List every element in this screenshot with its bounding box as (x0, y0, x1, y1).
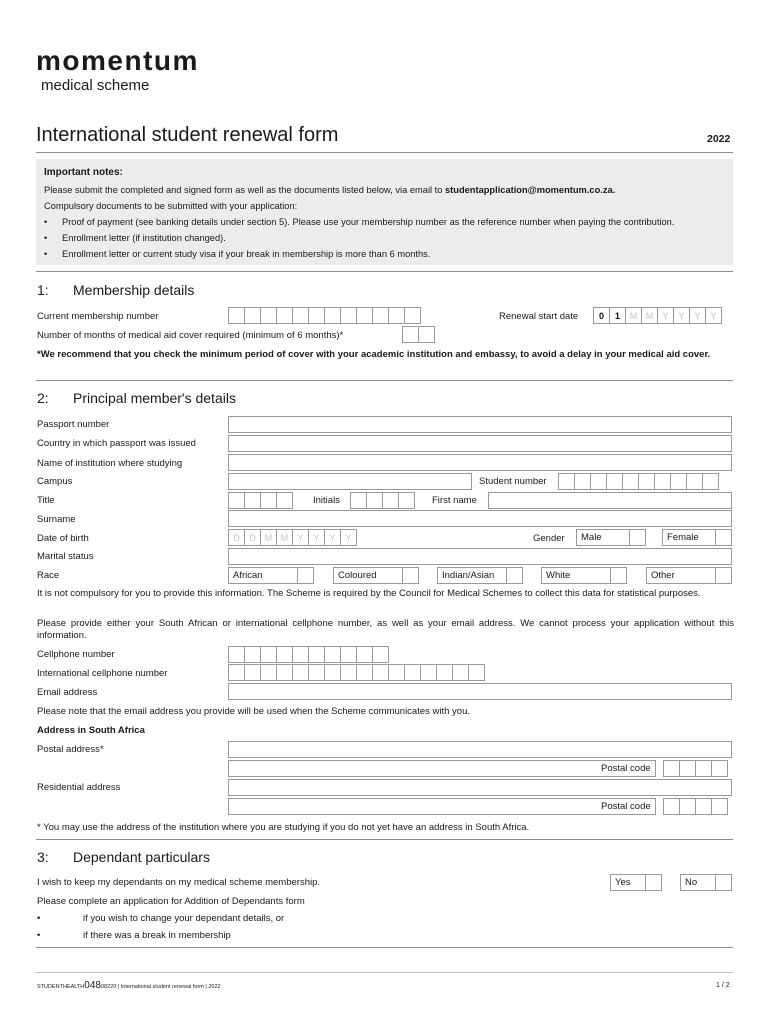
digit-cell[interactable] (372, 664, 389, 681)
residential-address-label: Residential address (37, 782, 121, 793)
digit-cell[interactable] (622, 473, 639, 490)
digit-cell[interactable] (590, 473, 607, 490)
section-2-num: 2: (37, 390, 49, 406)
race-coloured-checkbox[interactable] (402, 567, 419, 584)
digit-cell[interactable] (638, 473, 655, 490)
divider (36, 152, 733, 153)
renewal-date-cell[interactable]: 1 (609, 307, 626, 324)
residential-address-line-2[interactable] (228, 798, 656, 815)
dob-cell[interactable]: Y (292, 529, 309, 546)
race-white-option[interactable] (541, 567, 627, 584)
renewal-date-cell[interactable]: Y (657, 307, 674, 324)
section-1-title-text: Membership details (73, 282, 195, 298)
digit-cell[interactable] (308, 664, 325, 681)
notes-bullet-2-text: Enrollment letter (if institution changed). (62, 233, 226, 243)
digit-cell[interactable] (340, 664, 357, 681)
surname-input[interactable] (228, 510, 732, 527)
dob-cell[interactable]: Y (340, 529, 357, 546)
complete-application-label: Please complete an application for Addition of Dependants form (37, 896, 305, 907)
digit-cell[interactable] (228, 664, 245, 681)
digit-cell[interactable] (308, 646, 325, 663)
race-indian-label: Indian/Asian (442, 570, 495, 581)
dob-cell[interactable]: M (276, 529, 293, 546)
recommend-note: *We recommend that you check the minimum period of cover with your academic institution and embassy, to avoid a delay in your medical aid cover. (37, 349, 711, 360)
digit-cell[interactable] (606, 473, 623, 490)
digit-cell[interactable] (356, 664, 373, 681)
digit-cell[interactable] (292, 307, 309, 324)
cellphone-label: Cellphone number (37, 649, 115, 660)
initials-label: Initials (313, 495, 340, 506)
months-cover-label: Number of months of medical aid cover required (minimum of 6 months)* (37, 330, 344, 341)
surname-label: Surname (37, 514, 76, 525)
initials-field[interactable] (350, 492, 415, 509)
race-african-checkbox[interactable] (297, 567, 314, 584)
student-number-field[interactable] (558, 473, 719, 490)
notes-bullet-3: • Enrollment letter or current study visa if your break in membership is more than 6 months. (44, 249, 431, 259)
race-coloured-label: Coloured (338, 570, 377, 581)
important-notes-panel (36, 159, 733, 265)
gender-label: Gender (533, 533, 565, 544)
digit-cell[interactable] (679, 798, 696, 815)
digit-cell[interactable] (679, 760, 696, 777)
renewal-date-cell[interactable]: Y (705, 307, 722, 324)
postal-code-label: Postal code (601, 763, 651, 774)
digit-cell[interactable] (292, 646, 309, 663)
digit-cell[interactable] (711, 798, 728, 815)
renewal-date-cell[interactable]: Y (689, 307, 706, 324)
page-title: International student renewal form (36, 124, 339, 146)
country-label: Country in which passport was issued (37, 438, 196, 449)
gender-female-label: Female (667, 532, 699, 543)
digit-cell[interactable] (711, 760, 728, 777)
section-3-bullet-2-text: if there was a break in membership (83, 930, 231, 941)
divider (36, 947, 733, 948)
divider (36, 839, 733, 840)
digit-cell[interactable] (388, 307, 405, 324)
residential-postal-code-field[interactable] (663, 798, 728, 815)
email-note: Please note that the email address you provide will be used when the Scheme communicates with you. (37, 706, 471, 717)
dob-field[interactable] (228, 529, 357, 546)
digit-cell[interactable] (324, 664, 341, 681)
renewal-date-cell[interactable]: M (625, 307, 642, 324)
renewal-date-field[interactable] (593, 307, 722, 324)
digit-cell[interactable] (404, 664, 421, 681)
dob-cell[interactable]: M (260, 529, 277, 546)
digit-cell[interactable] (695, 798, 712, 815)
section-3-num: 3: (37, 849, 49, 865)
cellphone-field[interactable] (228, 646, 389, 663)
digit-cell[interactable] (276, 646, 293, 663)
logo-subtitle: medical scheme (41, 77, 150, 94)
race-note: It is not compulsory for you to provide this information. The Scheme is required by the Council for Medical Schemes to collect this data for statistical purposes. (37, 588, 701, 599)
title-label: Title (37, 495, 55, 506)
digit-cell[interactable] (398, 492, 415, 509)
digit-cell[interactable] (670, 473, 687, 490)
digit-cell[interactable] (695, 760, 712, 777)
logo (36, 46, 199, 94)
postal-code-field[interactable] (663, 760, 728, 777)
student-number-label: Student number (479, 476, 547, 487)
notes-bullet-2: • Enrollment letter (if institution changed). (44, 233, 226, 243)
institution-label: Name of institution where studying (37, 458, 183, 469)
digit-cell[interactable] (654, 473, 671, 490)
race-other-label: Other (651, 570, 675, 581)
digit-cell[interactable] (366, 492, 383, 509)
notes-line-1-text: Please submit the completed and signed form as well as the documents listed below, via email to (44, 185, 446, 195)
keep-no-label: No (685, 877, 698, 888)
digit-cell[interactable] (244, 307, 261, 324)
section-2-title-text: Principal member's details (73, 390, 236, 406)
logo-word: momentum (36, 45, 199, 76)
digit-cell[interactable] (372, 307, 389, 324)
gender-female-checkbox[interactable] (715, 529, 732, 546)
marital-input[interactable] (228, 548, 732, 565)
notes-line-1 (44, 185, 615, 195)
first-name-input[interactable] (488, 492, 732, 509)
race-label: Race (37, 570, 60, 581)
gender-female-option[interactable] (662, 529, 732, 546)
race-coloured-option[interactable] (333, 567, 419, 584)
postal-address-line-1[interactable] (228, 741, 732, 758)
digit-cell[interactable] (244, 646, 261, 663)
digit-cell[interactable] (420, 664, 437, 681)
keep-yes-option[interactable] (610, 874, 662, 891)
passport-label: Passport number (37, 419, 110, 430)
race-white-label: White (546, 570, 571, 581)
gender-male-checkbox[interactable] (629, 529, 646, 546)
race-african-option[interactable] (228, 567, 314, 584)
digit-cell[interactable] (260, 492, 277, 509)
email-input[interactable] (228, 683, 732, 700)
race-other-checkbox[interactable] (715, 567, 732, 584)
footer-divider (36, 972, 733, 973)
passport-input[interactable] (228, 416, 732, 433)
digit-cell[interactable] (260, 307, 277, 324)
notes-bullet-1-text: Proof of payment (see banking details under section 5). Please use your membership number as the reference number when paying the contribution. (62, 217, 675, 227)
footer-code (37, 980, 221, 991)
keep-dependants-label: I wish to keep my dependants on my medical scheme membership. (37, 877, 321, 888)
intl-cellphone-field[interactable] (228, 664, 485, 681)
phone-note: Please provide either your South African or international cellphone number, as well as your email address. We cannot process your application without this information. (37, 618, 734, 641)
digit-cell[interactable] (558, 473, 575, 490)
title-field[interactable] (228, 492, 293, 509)
digit-cell[interactable] (663, 798, 680, 815)
marital-label: Marital status (37, 551, 94, 562)
digit-cell[interactable] (402, 326, 419, 343)
section-3-bullet-2: • if there was a break in membership (37, 930, 231, 941)
renewal-date-cell[interactable]: Y (673, 307, 690, 324)
country-input[interactable] (228, 435, 732, 452)
notes-bullet-1: • Proof of payment (see banking details under section 5). Please use your membership number as the reference number when paying the contribution. (44, 217, 675, 227)
renewal-date-label: Renewal start date (499, 311, 579, 322)
dob-cell[interactable]: Y (308, 529, 325, 546)
footer-code-number: 048 (84, 980, 101, 991)
digit-cell[interactable] (418, 326, 435, 343)
digit-cell[interactable] (452, 664, 469, 681)
digit-cell[interactable] (404, 307, 421, 324)
race-african-label: African (233, 570, 263, 581)
digit-cell[interactable] (468, 664, 485, 681)
notes-email: studentapplication@momentum.co.za. (445, 185, 616, 195)
dob-cell[interactable]: Y (324, 529, 341, 546)
section-3-bullet-1: • if you wish to change your dependant details, or (37, 913, 285, 924)
form-year: 2022 (707, 133, 731, 145)
campus-label: Campus (37, 476, 73, 487)
digit-cell[interactable] (276, 307, 293, 324)
keep-no-checkbox[interactable] (715, 874, 732, 891)
keep-no-option[interactable] (680, 874, 732, 891)
gender-male-label: Male (581, 532, 602, 543)
gender-male-option[interactable] (576, 529, 646, 546)
page-number: 1 / 2 (716, 982, 730, 989)
postal-address-line-2[interactable] (228, 760, 656, 777)
digit-cell[interactable] (244, 492, 261, 509)
race-white-checkbox[interactable] (610, 567, 627, 584)
digit-cell[interactable] (372, 646, 389, 663)
digit-cell[interactable] (228, 307, 245, 324)
keep-yes-label: Yes (615, 877, 631, 888)
residential-address-line-1[interactable] (228, 779, 732, 796)
dob-cell[interactable]: D (228, 529, 245, 546)
divider (36, 380, 733, 381)
digit-cell[interactable] (574, 473, 591, 490)
membership-number-field[interactable] (228, 307, 421, 324)
digit-cell[interactable] (244, 664, 261, 681)
digit-cell[interactable] (340, 646, 357, 663)
race-indian-checkbox[interactable] (506, 567, 523, 584)
notes-heading: Important notes: (44, 167, 123, 178)
notes-line-2: Compulsory documents to be submitted with your application: (44, 201, 298, 211)
digit-cell[interactable] (663, 760, 680, 777)
race-other-option[interactable] (646, 567, 732, 584)
digit-cell[interactable] (260, 664, 277, 681)
race-indian-option[interactable] (437, 567, 523, 584)
digit-cell[interactable] (702, 473, 719, 490)
renewal-date-cell[interactable]: M (641, 307, 658, 324)
section-3-bullet-1-text: if you wish to change your dependant details, or (83, 913, 285, 924)
digit-cell[interactable] (276, 664, 293, 681)
membership-number-label: Current membership number (37, 311, 159, 322)
digit-cell[interactable] (308, 307, 325, 324)
keep-yes-checkbox[interactable] (645, 874, 662, 891)
months-cover-field[interactable] (402, 326, 435, 343)
footer-code-prefix: STUDENTHEALTH (37, 984, 85, 990)
digit-cell[interactable] (382, 492, 399, 509)
digit-cell[interactable] (228, 492, 245, 509)
section-2-title (37, 390, 236, 406)
digit-cell[interactable] (436, 664, 453, 681)
dob-cell[interactable]: D (244, 529, 261, 546)
residential-postal-code-label: Postal code (601, 801, 651, 812)
divider (36, 271, 733, 272)
first-name-label: First name (432, 495, 477, 506)
digit-cell[interactable] (228, 646, 245, 663)
institution-input[interactable] (228, 454, 732, 471)
digit-cell[interactable] (260, 646, 277, 663)
postal-address-label: Postal address* (37, 744, 104, 755)
section-1-num: 1: (37, 282, 49, 298)
digit-cell[interactable] (276, 492, 293, 509)
email-label: Email address (37, 687, 98, 698)
digit-cell[interactable] (324, 646, 341, 663)
address-heading: Address in South Africa (37, 725, 145, 736)
digit-cell[interactable] (324, 307, 341, 324)
section-1-title (37, 282, 194, 298)
section-3-title-text: Dependant particulars (73, 849, 210, 865)
renewal-date-cell[interactable]: 0 (593, 307, 610, 324)
address-note: * You may use the address of the institution where you are studying if you do not yet have an address in South Africa. (37, 822, 530, 833)
digit-cell[interactable] (292, 664, 309, 681)
digit-cell[interactable] (686, 473, 703, 490)
dob-label: Date of birth (37, 533, 89, 544)
section-3-title (37, 849, 210, 865)
digit-cell[interactable] (350, 492, 367, 509)
footer-code-suffix: 08220 | International student renewal form | 2022 (100, 984, 221, 990)
digit-cell[interactable] (356, 646, 373, 663)
digit-cell[interactable] (356, 307, 373, 324)
campus-input[interactable] (228, 473, 472, 490)
notes-bullet-3-text: Enrollment letter or current study visa if your break in membership is more than 6 months. (62, 249, 431, 259)
intl-cellphone-label: International cellphone number (37, 668, 168, 679)
digit-cell[interactable] (340, 307, 357, 324)
digit-cell[interactable] (388, 664, 405, 681)
